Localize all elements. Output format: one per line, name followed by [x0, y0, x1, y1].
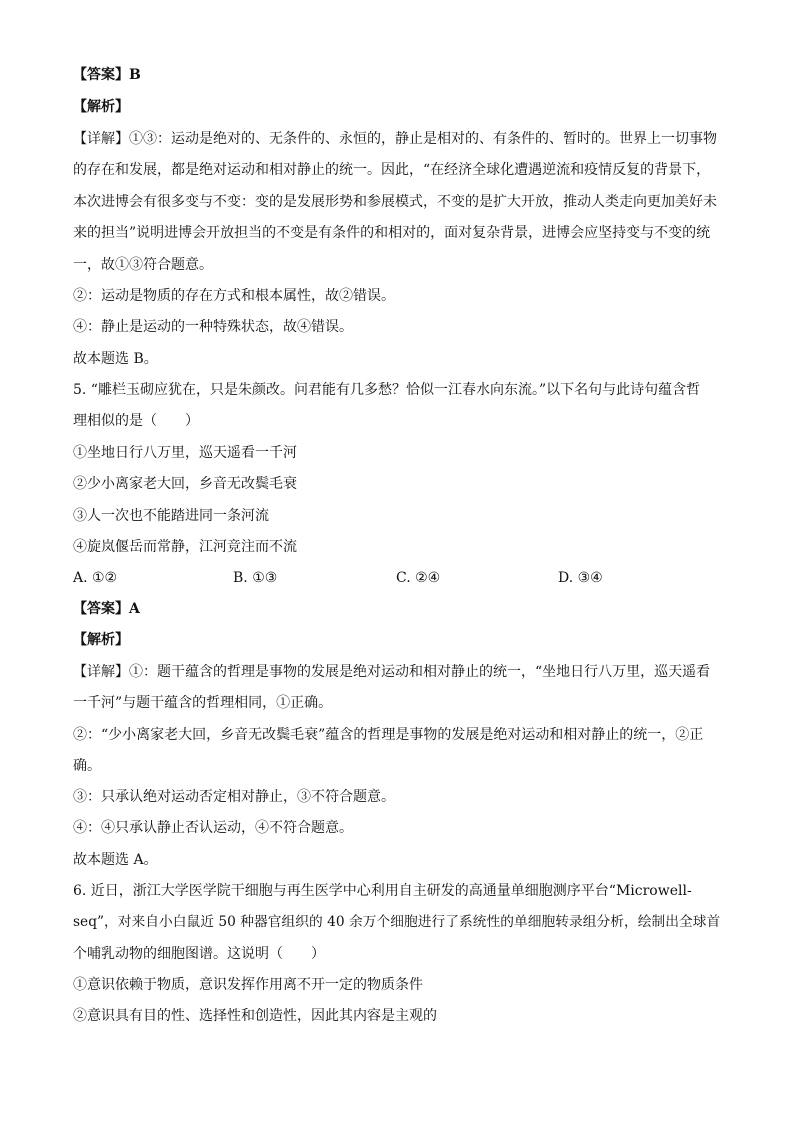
q6-stem-line: seq”，对来自小白鼠近 50 种器官组织的 40 余万个细胞进行了系统性的单细胞转录组分析，绘制出全球首: [73, 914, 721, 930]
q4-detail-line: 本次进博会有很多变与不变：变的是发展形势和参展模式，不变的是扩大开放，推动人类走向更加美好未: [73, 194, 717, 210]
q5-item: ④旋岚偃岳而常静，江河竞注而不流: [73, 539, 297, 555]
q5-option-b: B. ①③: [233, 570, 278, 586]
q5-detail-line: ②：“少小离家老大回，乡音无改鬓毛衰”蕴含的哲理是事物的发展是绝对运动和相对静止的统一，②正: [73, 727, 704, 743]
q5-option-a: A. ①②: [73, 570, 118, 586]
q6-item: ①意识依赖于物质，意识发挥作用离不开一定的物质条件: [73, 977, 423, 993]
q4-conclusion: 故本题选 B。: [73, 351, 158, 367]
q5-detail-line: 确。: [73, 758, 101, 774]
q5-detail-line: 一千河”与题干蕴含的哲理相同，①正确。: [73, 695, 333, 711]
q5-conclusion: 故本题选 A。: [73, 852, 158, 868]
q6-stem-line: 个哺乳动物的细胞图谱。这说明（ ）: [73, 946, 325, 962]
q5-stem-line: 5. “雕栏玉砌应犹在，只是朱颜改。问君能有几多愁？恰似一江春水向东流。”以下名句与此诗句蕴含哲: [73, 382, 701, 398]
q4-detail-line: 的存在和发展，都是绝对运动和相对静止的统一。因此，“在经济全球化遭遇逆流和疫情反复的背景下，: [73, 162, 711, 178]
q6-item: ②意识具有目的性、选择性和创造性，因此其内容是主观的: [73, 1008, 437, 1024]
q5-stem-line: 理相似的是（ ）: [73, 413, 199, 429]
q6-stem-line: 6. 近日，浙江大学医学院干细胞与再生医学中心利用自主研发的高通量单细胞测序平台“Microwell-: [73, 883, 692, 899]
q4-detail-line: 一，故①③符合题意。: [73, 257, 213, 273]
q4-detail-line: 【详解】①③：运动是绝对的、无条件的、永恒的，静止是相对的、有条件的、暂时的。世界上一切事物: [73, 131, 717, 147]
q5-detail-line: 【详解】①：题干蕴含的哲理是事物的发展是绝对运动和相对静止的统一，“坐地日行八万里，巡天遥看: [73, 664, 711, 680]
q4-detail-line: ②：运动是物质的存在方式和根本属性，故②错误。: [73, 288, 395, 304]
q5-item: ②少小离家老大回，乡音无改鬓毛衰: [73, 476, 297, 492]
q5-analysis-heading: 【解析】: [73, 632, 129, 648]
q4-detail-line: ④：静止是运动的一种特殊状态，故④错误。: [73, 319, 353, 335]
q5-item: ③人一次也不能踏进同一条河流: [73, 508, 269, 524]
q4-detail-line: 来的担当”说明进博会开放担当的不变是有条件的和相对的，面对复杂背景，进博会应坚持变与不变的统: [73, 225, 711, 241]
q5-answer: 【答案】A: [73, 601, 140, 617]
q4-answer: 【答案】B: [73, 67, 141, 83]
q5-option-c: C. ②④: [396, 570, 441, 586]
q4-analysis-heading: 【解析】: [73, 99, 129, 115]
q5-detail-line: ④：④只承认静止否认运动，④不符合题意。: [73, 820, 353, 836]
q5-item: ①坐地日行八万里，巡天遥看一千河: [73, 445, 297, 461]
q5-option-d: D. ③④: [558, 570, 603, 586]
q5-detail-line: ③：只承认绝对运动否定相对静止，③不符合题意。: [73, 789, 395, 805]
